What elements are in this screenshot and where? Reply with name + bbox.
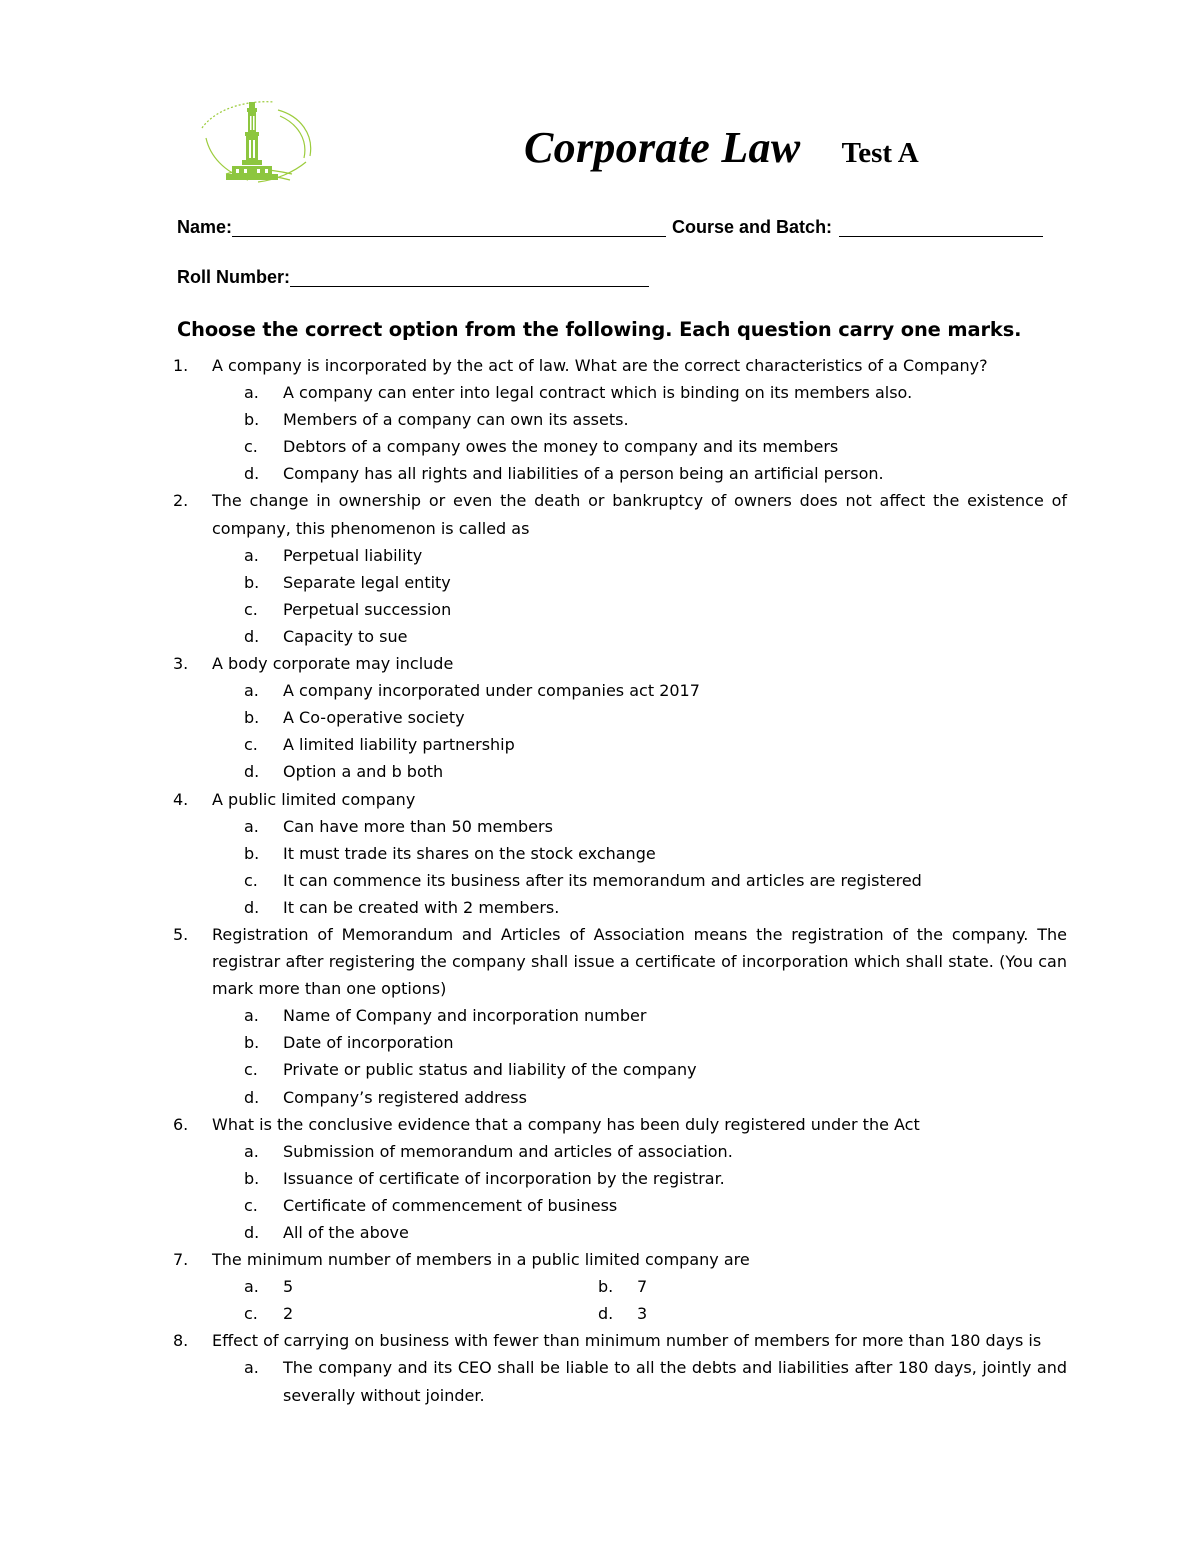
option-row — [173, 1300, 1067, 1327]
option-text: Submission of memorandum and articles of association. — [283, 1141, 733, 1161]
option[interactable] — [173, 1056, 1067, 1083]
option[interactable] — [173, 1192, 1067, 1219]
option-letter: c. — [244, 1195, 258, 1215]
option-letter: c. — [244, 1304, 258, 1324]
option-text: Issuance of certificate of incorporation by the registrar. — [283, 1168, 725, 1188]
question-number: 8. — [173, 1331, 189, 1351]
option[interactable] — [173, 460, 1067, 487]
option-letter: b. — [244, 843, 260, 863]
option-letter: c. — [244, 735, 258, 755]
title-main: Corporate Law — [524, 123, 801, 172]
option-text: Debtors of a company owes the money to company and its members — [283, 437, 839, 457]
question-number: 3. — [173, 654, 189, 674]
option-letter: c. — [244, 1060, 258, 1080]
option-letter: d. — [244, 464, 260, 484]
option-letter: c. — [244, 599, 258, 619]
course-blank[interactable] — [839, 218, 1043, 237]
option[interactable] — [173, 867, 1067, 894]
option-text: Perpetual succession — [283, 599, 452, 619]
option[interactable] — [173, 433, 1067, 460]
option-text: A company can enter into legal contract which is binding on its members also. — [283, 383, 913, 403]
option-text: Name of Company and incorporation number — [283, 1006, 647, 1026]
instructions: Choose the correct option from the following. Each question carry one marks. — [177, 318, 1022, 341]
option-letter: d. — [244, 897, 260, 917]
option-letter: b. — [244, 1168, 260, 1188]
question-number: 5. — [173, 924, 189, 944]
option-text: A company incorporated under companies act 2017 — [283, 681, 700, 701]
option-letter: c. — [244, 437, 258, 457]
course-label: Course and Batch: — [672, 217, 833, 237]
question-3 — [173, 650, 1067, 677]
option-letter: b. — [598, 1277, 614, 1297]
option-text: Perpetual liability — [283, 545, 423, 565]
option-text: 3 — [637, 1304, 648, 1324]
option-letter: d. — [598, 1304, 614, 1324]
option-text: Company’s registered address — [283, 1087, 527, 1107]
option[interactable] — [173, 623, 1067, 650]
question-number: 7. — [173, 1250, 189, 1270]
question-number: 6. — [173, 1114, 189, 1134]
option-letter: b. — [244, 708, 260, 728]
option[interactable] — [173, 1219, 1067, 1246]
option[interactable] — [173, 1138, 1067, 1165]
name-course-row — [177, 217, 1043, 238]
question-7 — [173, 1246, 1067, 1273]
option-text: It can commence its business after its memorandum and articles are registered — [283, 870, 922, 890]
question-8 — [173, 1327, 1067, 1354]
option-text: It can be created with 2 members. — [283, 897, 560, 917]
question-text: A company is incorporated by the act of law. What are the correct characteristics of a Company? — [212, 356, 988, 375]
question-text: The change in ownership or even the death or bankruptcy of owners does not affect the existence of company, this phenomenon is called as — [212, 491, 1067, 538]
option-letter: a. — [244, 545, 259, 565]
option-row — [173, 1273, 1067, 1300]
option-text: All of the above — [283, 1223, 409, 1242]
option[interactable] — [173, 569, 1067, 596]
option[interactable] — [173, 840, 1067, 867]
option[interactable] — [598, 1300, 952, 1327]
option-letter: d. — [244, 762, 260, 782]
option-text: Company has all rights and liabilities of a person being an artificial person. — [283, 464, 884, 484]
option-letter: c. — [244, 870, 258, 890]
option-letter: a. — [244, 1141, 259, 1161]
option-letter: b. — [244, 572, 260, 592]
roll-number-row — [177, 267, 649, 288]
option-letter: a. — [244, 1006, 259, 1026]
document-title — [524, 122, 919, 173]
option[interactable] — [173, 1165, 1067, 1192]
option-text: Members of a company can own its assets. — [283, 410, 629, 430]
option-text: 5 — [283, 1277, 294, 1297]
option-letter: d. — [244, 1087, 260, 1107]
question-text: Effect of carrying on business with fewer than minimum number of members for more than 180 days is — [212, 1331, 1042, 1351]
question-2 — [173, 487, 1067, 541]
option[interactable] — [173, 758, 1067, 785]
option[interactable] — [173, 894, 1067, 921]
question-text: A public limited company — [212, 789, 416, 809]
name-blank[interactable] — [232, 218, 666, 237]
option[interactable] — [598, 1273, 952, 1300]
option[interactable] — [173, 542, 1067, 569]
option-letter: d. — [244, 1223, 260, 1242]
option-letter: d. — [244, 626, 260, 646]
option-letter: a. — [244, 681, 259, 701]
question-1 — [173, 352, 1067, 379]
option-text: Option a and b both — [283, 762, 444, 782]
option-text: Capacity to sue — [283, 626, 408, 646]
option-text: Certificate of commencement of business — [283, 1195, 618, 1215]
option-text: It must trade its shares on the stock exchange — [283, 843, 656, 863]
question-text: A body corporate may include — [212, 654, 454, 674]
option[interactable] — [173, 813, 1067, 840]
question-text: Registration of Memorandum and Articles of Association means the registration of the company. The registrar after registering the company shall issue a certificate of incorporation which shall state. (You can mark more than one options) — [212, 924, 1067, 999]
institution-logo — [196, 94, 320, 186]
option-letter: b. — [244, 410, 260, 430]
option-text: Date of incorporation — [283, 1033, 454, 1053]
option[interactable] — [173, 1354, 1067, 1408]
roll-number-blank[interactable] — [290, 268, 649, 287]
question-number: 1. — [173, 356, 189, 375]
option-letter: a. — [244, 816, 259, 836]
question-text: The minimum number of members in a public limited company are — [212, 1250, 750, 1270]
question-5 — [173, 921, 1067, 1002]
option-text: 2 — [283, 1304, 294, 1324]
option[interactable] — [244, 1273, 598, 1300]
option[interactable] — [173, 596, 1067, 623]
option[interactable] — [173, 677, 1067, 704]
option[interactable] — [173, 704, 1067, 731]
option-text: 7 — [637, 1277, 648, 1297]
question-text: What is the conclusive evidence that a company has been duly registered under the Act — [212, 1114, 920, 1134]
option-text: Private or public status and liability of the company — [283, 1060, 697, 1080]
option-letter: a. — [244, 383, 259, 403]
option-letter: a. — [244, 1277, 259, 1297]
option[interactable] — [244, 1300, 598, 1327]
roll-number-label: Roll Number: — [177, 267, 291, 287]
option[interactable] — [173, 1084, 1067, 1111]
option[interactable] — [173, 1002, 1067, 1029]
option-text: Separate legal entity — [283, 572, 451, 592]
option-letter: a. — [244, 1358, 259, 1378]
question-number: 2. — [173, 491, 189, 511]
option-text: A Co-operative society — [283, 708, 465, 728]
question-4 — [173, 786, 1067, 813]
option[interactable] — [173, 406, 1067, 433]
option-letter: b. — [244, 1033, 260, 1053]
option[interactable] — [173, 1029, 1067, 1056]
option-text: A limited liability partnership — [283, 735, 515, 755]
question-number: 4. — [173, 789, 189, 809]
name-label: Name: — [177, 217, 233, 237]
question-list — [173, 352, 1067, 1409]
option[interactable] — [173, 379, 1067, 406]
title-subtitle: Test A — [841, 137, 919, 169]
option[interactable] — [173, 731, 1067, 758]
question-6 — [173, 1111, 1067, 1138]
option-text: The company and its CEO shall be liable to all the debts and liabilities after 180 days, jointly and severally without joinder. — [283, 1358, 1067, 1405]
option-text: Can have more than 50 members — [283, 816, 553, 836]
